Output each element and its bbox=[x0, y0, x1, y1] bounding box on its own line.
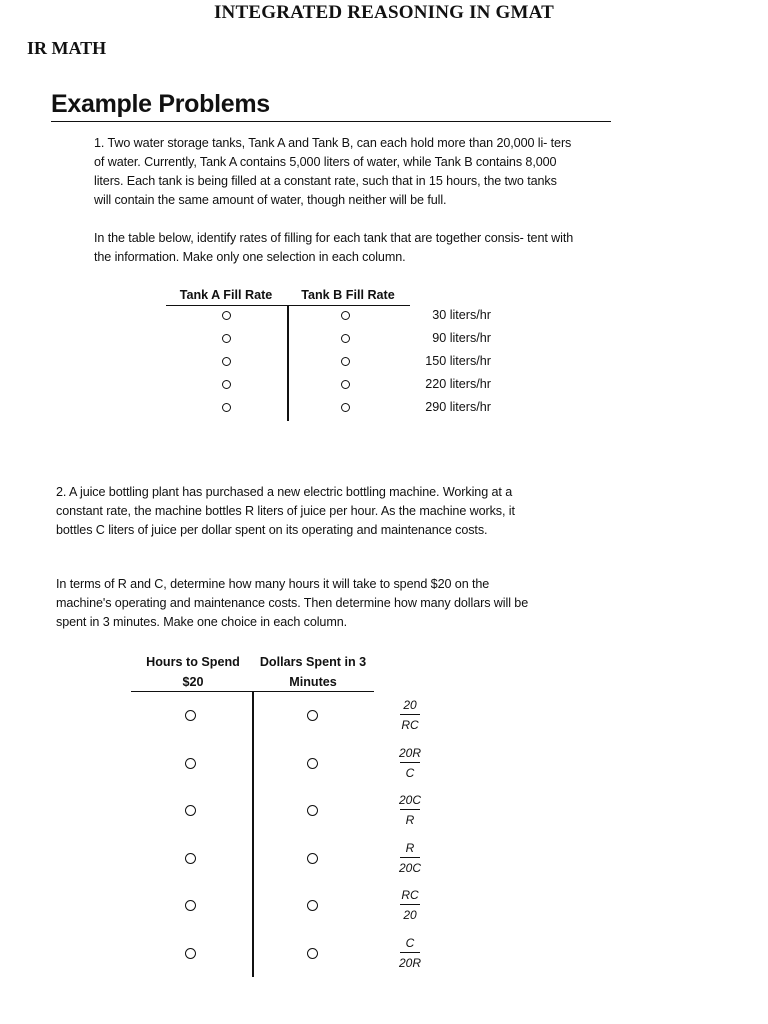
dollars-option-radio[interactable] bbox=[307, 900, 318, 911]
problem2-col1-header bbox=[138, 652, 248, 692]
dollars-option-radio[interactable] bbox=[307, 948, 318, 959]
fraction-denominator: R bbox=[405, 813, 415, 827]
fraction-denominator: 20C bbox=[398, 860, 421, 875]
fill-rate-option-label: 150 liters/hr bbox=[425, 354, 491, 368]
fraction-denominator: 20 bbox=[403, 908, 417, 922]
hours-option-radio[interactable] bbox=[185, 758, 196, 769]
fraction-numerator: R bbox=[405, 840, 415, 855]
problem1-column-divider bbox=[287, 305, 289, 421]
dollars-option-radio[interactable] bbox=[307, 710, 318, 721]
hours-option-radio[interactable] bbox=[185, 805, 196, 816]
fill-rate-option-label: 90 liters/hr bbox=[432, 331, 491, 345]
problem2-col2-header-line1: Dollars Spent in 3 bbox=[259, 655, 367, 669]
dollars-option-radio[interactable] bbox=[307, 758, 318, 769]
problem2-instruction: In terms of R and C, determine how many hours it will take to spend $20 on the machine's operating and maintenance costs. Then determine how many dollars will be spent in 3 minutes. Make one choice in each column. bbox=[56, 577, 529, 629]
fraction-option bbox=[390, 889, 430, 921]
tank-b-option-radio[interactable] bbox=[341, 403, 350, 412]
hours-option-radio[interactable] bbox=[185, 853, 196, 864]
fraction-denominator: 20R bbox=[398, 955, 421, 970]
problem2-col2-header-line2: Minutes bbox=[289, 675, 337, 689]
tank-a-option-radio[interactable] bbox=[222, 380, 231, 389]
fraction-denominator: C bbox=[405, 765, 415, 780]
dollars-option-radio[interactable] bbox=[307, 805, 318, 816]
fraction-denominator: RC bbox=[401, 718, 419, 732]
problem2-col2-header bbox=[252, 652, 374, 692]
problem2-col1-header-line1: Hours to Spend bbox=[146, 655, 240, 669]
tank-a-option-radio[interactable] bbox=[222, 357, 231, 366]
fraction-option bbox=[390, 747, 430, 779]
tank-a-option-radio[interactable] bbox=[222, 311, 231, 320]
hours-option-radio[interactable] bbox=[185, 900, 196, 911]
heading-rule bbox=[51, 121, 611, 122]
tank-b-option-radio[interactable] bbox=[341, 380, 350, 389]
fraction-numerator: C bbox=[405, 935, 415, 950]
fill-rate-option-label: 290 liters/hr bbox=[425, 400, 491, 414]
document-title: INTEGRATED REASONING IN GMAT bbox=[213, 2, 555, 23]
problem2-text: 2. A juice bottling plant has purchased a new electric bottling machine. Working at a constant rate, the machine bottles R liters of juice per hour. As the machine works, it bottles C liters of juice per dollar spent on its operating and maintenance costs. bbox=[56, 485, 515, 537]
dollars-option-radio[interactable] bbox=[307, 853, 318, 864]
fraction-option bbox=[390, 699, 430, 731]
fraction-option bbox=[390, 937, 430, 969]
problem1-col2-header: Tank B Fill Rate bbox=[301, 288, 395, 302]
problem2-column-divider bbox=[252, 691, 254, 977]
fraction-numerator: 20C bbox=[398, 793, 421, 807]
page-heading: Example Problems bbox=[51, 90, 270, 118]
fraction-option bbox=[390, 794, 430, 826]
fill-rate-option-label: 30 liters/hr bbox=[432, 308, 491, 322]
problem2-col1-header-line2: $20 bbox=[182, 675, 204, 689]
section-label: IR MATH bbox=[27, 38, 107, 58]
problem1-col1-header: Tank A Fill Rate bbox=[179, 288, 273, 302]
tank-b-option-radio[interactable] bbox=[341, 334, 350, 343]
fraction-numerator: 20 bbox=[403, 698, 417, 712]
problem1-instruction: In the table below, identify rates of filling for each tank that are together consis- tent with the information. Make only one selection in each column. bbox=[94, 231, 574, 264]
tank-a-option-radio[interactable] bbox=[222, 334, 231, 343]
hours-option-radio[interactable] bbox=[185, 948, 196, 959]
tank-b-option-radio[interactable] bbox=[341, 357, 350, 366]
hours-option-radio[interactable] bbox=[185, 710, 196, 721]
fill-rate-option-label: 220 liters/hr bbox=[425, 377, 491, 391]
tank-b-option-radio[interactable] bbox=[341, 311, 350, 320]
problem1-text: 1. Two water storage tanks, Tank A and Tank B, can each hold more than 20,000 li- ters of water. Currently, Tank A contains 5,000 liters of water, while Tank B contains 8,000 liters. Each tank is being filled at a constant rate, such that in 15 hours, the two tanks will contain the same amount of water, though neither will be full. bbox=[94, 136, 572, 207]
fraction-option bbox=[390, 842, 430, 874]
tank-a-option-radio[interactable] bbox=[222, 403, 231, 412]
fraction-numerator: 20R bbox=[398, 745, 421, 760]
fraction-numerator: RC bbox=[401, 888, 419, 902]
